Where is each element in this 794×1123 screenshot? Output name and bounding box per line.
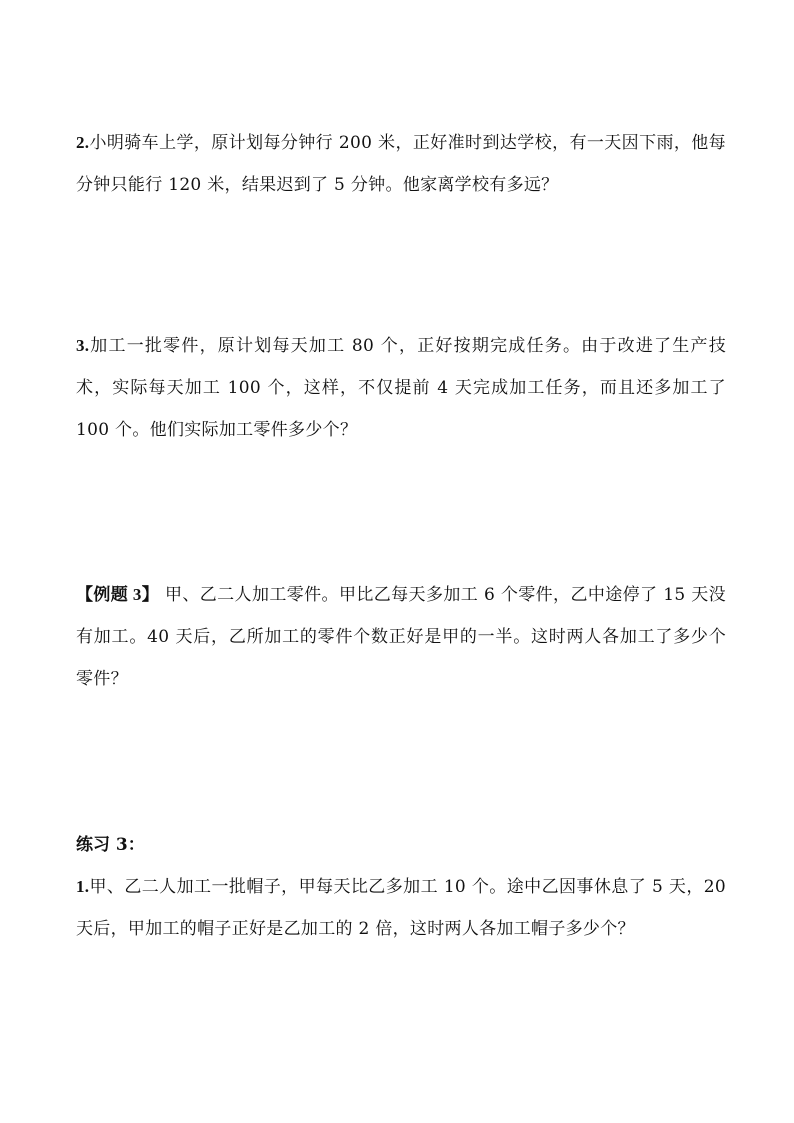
practice-3-item-1-text: 甲、乙二人加工一批帽子，甲每天比乙多加工 10 个。途中乙因事休息了 5 天，20 天后，甲加工的帽子正好是乙加工的 2 倍，这时两人各加工帽子多少个？	[76, 877, 726, 939]
problem-2	[76, 122, 726, 206]
problem-2-text: 小明骑车上学，原计划每分钟行 200 米，正好准时到达学校，有一天因下雨，他每分钟只能行 120 米，结果迟到了 5 分钟。他家离学校有多远？	[76, 133, 726, 195]
example-3-text: 甲、乙二人加工零件。甲比乙每天多加工 6 个零件，乙中途停了 15 天没有加工。40 天后，乙所加工的零件个数正好是甲的一半。这时两人各加工了多少个零件？	[76, 585, 726, 689]
problem-3-number: 3.	[76, 336, 90, 355]
example-3-label: 【例题 3】	[76, 585, 160, 604]
problem-3-text: 加工一批零件，原计划每天加工 80 个，正好按期完成任务。由于改进了生产技术，实际每天加工 100 个，这样，不仅提前 4 天完成加工任务，而且还多加工了 100 个。他们实际加工零件多少个？	[76, 336, 726, 440]
problem-2-number: 2.	[76, 133, 90, 152]
problem-3	[76, 325, 726, 451]
practice-3-item-1-number: 1.	[76, 877, 90, 896]
example-3	[76, 574, 726, 700]
practice-3-item-1	[76, 866, 726, 950]
practice-3-heading: 练习 3：	[76, 835, 145, 855]
